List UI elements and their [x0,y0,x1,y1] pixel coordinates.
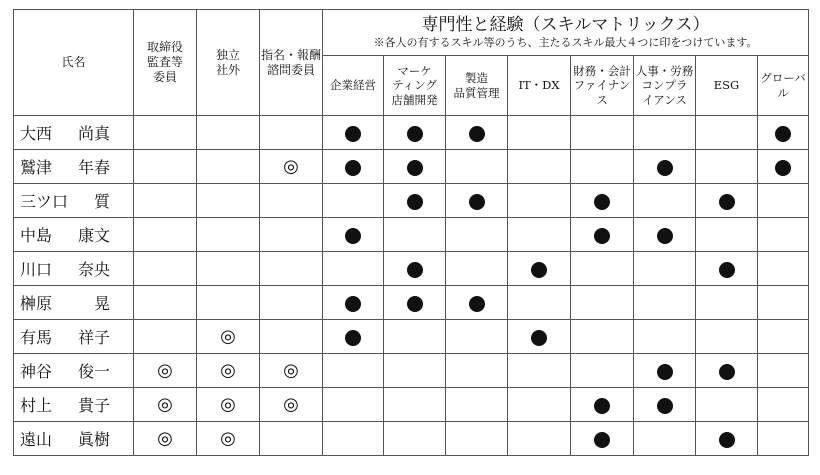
skill-cell [571,388,634,422]
skill-cell [508,320,571,354]
skill-header-4 [571,56,634,116]
double-circle-mark: ◎ [220,325,236,347]
skill-dot [594,398,610,414]
skill-cell [508,150,571,184]
skill-cell [508,354,571,388]
person-name-wrap [20,393,110,413]
skill-header-6 [696,56,758,116]
table-body [14,116,809,456]
skill-cell [696,388,758,422]
last-name: 有馬 [20,327,53,347]
skill-dot [407,126,423,142]
skills-title: 専門性と経験（スキルマトリックス） [421,15,710,35]
skill-cell [758,116,809,150]
skill-cell [508,286,571,320]
skill-cell [758,184,809,218]
independent-cell [197,116,260,150]
skill-cell [571,116,634,150]
skill-cell [758,286,809,320]
skill-cell [571,252,634,286]
independent-cell [197,184,260,218]
skill-cell [446,218,508,252]
skill-cell [446,354,508,388]
skill-cell [508,184,571,218]
skill-cell [696,116,758,150]
skill-cell [384,354,446,388]
nomination-cell [260,354,323,388]
skill-header-line: IT・DX [518,78,560,93]
skill-cell [634,286,696,320]
skill-header-line: ファイナンス [573,78,631,107]
nomination-header-line: 指名・報酬 [260,47,321,62]
skill-header-line: 品質管理 [453,85,500,100]
skill-cell [758,150,809,184]
table-row [14,150,809,184]
skill-cell [508,218,571,252]
skill-cell [384,184,446,218]
skill-cell [384,150,446,184]
skill-cell [323,252,384,286]
person-name-wrap [20,427,110,447]
first-name: 尚真 [77,123,110,143]
first-name: 康文 [77,225,110,245]
skill-cell [571,218,634,252]
nomination-cell [260,320,323,354]
name-header: 氏名 [14,10,134,116]
skill-dot [775,160,791,176]
double-circle-mark: ◎ [220,427,236,449]
skill-dot [719,262,735,278]
skill-dot [531,262,547,278]
skill-cell [696,218,758,252]
skill-cell [571,150,634,184]
skill-cell [323,286,384,320]
skill-cell [571,354,634,388]
table-row [14,184,809,218]
skill-dot [407,262,423,278]
skill-cell [758,388,809,422]
skill-dot [719,194,735,210]
skill-cell [323,354,384,388]
skill-cell [323,218,384,252]
skill-cell [571,286,634,320]
skill-cell [384,388,446,422]
skills-header [323,10,809,56]
skills-note: ※各人の有するスキル等のうち、主たるスキル最大４つに印をつけています。 [373,36,758,49]
committee-cell [134,184,197,218]
skill-cell [634,354,696,388]
independent-cell [197,388,260,422]
skill-cell [696,422,758,456]
person-name [14,388,134,422]
skill-cell [323,388,384,422]
skill-cell [323,184,384,218]
first-name: 祥子 [77,327,110,347]
skill-cell [446,184,508,218]
skill-dot [657,228,673,244]
table-header [14,10,809,116]
independent-header-line: 社外 [215,62,240,77]
skill-dot [594,432,610,448]
committee-header-line: 取締役 [146,40,183,54]
person-name [14,116,134,150]
skill-cell [696,286,758,320]
skill-dot [345,126,361,142]
skill-cell [384,252,446,286]
skill-cell [384,320,446,354]
skill-cell [446,150,508,184]
last-name: 鷲津 [20,157,53,177]
skill-cell [634,218,696,252]
nomination-cell [260,184,323,218]
double-circle-mark: ◎ [283,393,299,415]
skill-dot [407,194,423,210]
last-name: 榊原 [20,293,53,313]
skill-header-line: 製造 [465,71,488,85]
skill-header-0 [323,56,384,116]
skill-cell [508,116,571,150]
skill-cell [384,218,446,252]
skill-dot [594,194,610,210]
first-name: 俊一 [77,361,110,381]
skill-cell [446,286,508,320]
nomination-cell [260,116,323,150]
first-name: 貴子 [77,395,110,415]
skill-dot [469,126,485,142]
double-circle-mark: ◎ [157,393,173,415]
skill-cell [508,422,571,456]
skill-dot [407,160,423,176]
skill-dot [657,364,673,380]
last-name: 大西 [20,123,53,143]
skill-cell [508,388,571,422]
skill-header-1 [384,56,446,116]
nomination-cell [260,150,323,184]
skill-cell [758,354,809,388]
person-name [14,252,134,286]
skill-dot [469,296,485,312]
skill-cell [323,422,384,456]
skill-header-7 [758,56,809,116]
skill-header-line: 財務・会計 [573,63,631,78]
skill-cell [446,252,508,286]
person-name [14,286,134,320]
skill-dot [775,126,791,142]
nomination-cell [260,388,323,422]
skill-header-3 [508,56,571,116]
table-row [14,422,809,456]
skill-dot [657,160,673,176]
independent-cell [197,354,260,388]
person-name-wrap [20,189,110,209]
skill-cell [571,422,634,456]
double-circle-mark: ◎ [157,359,173,381]
skill-cell [384,116,446,150]
first-name: 晃 [93,293,110,313]
nomination-cell [260,218,323,252]
independent-cell [197,218,260,252]
first-name: 奈央 [77,259,110,279]
person-name-wrap [20,359,110,379]
table-row [14,252,809,286]
nomination-header-line: 諮問委員 [266,62,315,77]
last-name: 中島 [20,225,53,245]
skill-header-5 [634,56,696,116]
person-name-wrap [20,257,110,277]
skill-cell [758,320,809,354]
skill-dot [719,432,735,448]
table-row [14,218,809,252]
skill-header-line: グローバル [760,71,806,100]
skill-cell [634,320,696,354]
double-circle-mark: ◎ [283,359,299,381]
independent-header-line: 独立 [215,47,240,62]
committee-header [134,10,197,116]
table-row [14,354,809,388]
committee-cell [134,252,197,286]
skill-header-line: 店舗開発 [391,92,438,107]
skill-header-2 [446,56,508,116]
skill-dot [345,228,361,244]
committee-header-line: 委員 [152,70,177,84]
nomination-cell [260,286,323,320]
skills-matrix-table [13,9,809,456]
person-name [14,150,134,184]
committee-cell [134,320,197,354]
skill-cell [634,184,696,218]
skill-header-line: ESG [713,78,740,93]
committee-cell [134,422,197,456]
skill-cell [696,354,758,388]
table-row [14,116,809,150]
skill-cell [446,320,508,354]
skill-header-line: 人事・労務 [635,63,694,78]
skill-cell [634,150,696,184]
last-name: 川口 [20,259,53,279]
skill-dot [469,194,485,210]
skill-dot [407,296,423,312]
skill-dot [345,160,361,176]
independent-cell [197,252,260,286]
double-circle-mark: ◎ [220,393,236,415]
nomination-header [260,10,323,116]
person-name-wrap [20,325,110,345]
first-name: 眞樹 [77,429,110,449]
committee-cell [134,354,197,388]
last-name: 遠山 [20,429,53,449]
skill-cell [323,320,384,354]
person-name [14,422,134,456]
nomination-cell [260,252,323,286]
skill-cell [446,388,508,422]
last-name: 村上 [20,395,53,415]
double-circle-mark: ◎ [283,155,299,177]
independent-cell [197,320,260,354]
skill-cell [758,218,809,252]
double-circle-mark: ◎ [157,427,173,449]
skill-cell [758,422,809,456]
skill-dot [345,296,361,312]
nomination-cell [260,422,323,456]
last-name: 神谷 [20,361,53,381]
person-name [14,320,134,354]
independent-header [197,10,260,116]
skill-cell [323,116,384,150]
committee-cell [134,150,197,184]
first-name: 年春 [77,157,110,177]
double-circle-mark: ◎ [220,359,236,381]
skill-cell [696,150,758,184]
committee-header-line: 監査等 [146,55,183,69]
person-name [14,218,134,252]
committee-cell [134,286,197,320]
skill-dot [594,228,610,244]
skill-cell [696,184,758,218]
committee-cell [134,116,197,150]
independent-cell [197,422,260,456]
independent-cell [197,286,260,320]
skill-cell [634,422,696,456]
skill-header-line: コンプラ [641,78,688,93]
skill-header-line: マーケ [397,63,432,78]
skill-header-line: 企業経営 [330,78,376,93]
skill-cell [446,422,508,456]
skill-cell [384,422,446,456]
skill-cell [758,252,809,286]
table-row [14,320,809,354]
person-name-wrap [20,291,110,311]
skill-header-line: イアンス [642,92,687,107]
independent-cell [197,150,260,184]
skill-cell [634,116,696,150]
skill-header-line: ティング [392,78,437,93]
skill-cell [508,252,571,286]
person-name-wrap [20,121,110,141]
first-name: 質 [93,191,110,211]
skill-cell [634,388,696,422]
person-name [14,354,134,388]
committee-cell [134,388,197,422]
skill-cell [446,116,508,150]
skill-cell [571,320,634,354]
last-name: 三ツ口 [20,191,69,211]
skill-dot [531,330,547,346]
person-name [14,184,134,218]
skill-cell [384,286,446,320]
skill-dot [657,398,673,414]
skill-cell [571,184,634,218]
person-name-wrap [20,223,110,243]
committee-cell [134,218,197,252]
skill-cell [323,150,384,184]
table-row [14,388,809,422]
skill-cell [696,320,758,354]
skill-cell [696,252,758,286]
skill-dot [719,364,735,380]
table-row [14,286,809,320]
person-name-wrap [20,155,110,175]
skill-cell [634,252,696,286]
skill-dot [345,330,361,346]
